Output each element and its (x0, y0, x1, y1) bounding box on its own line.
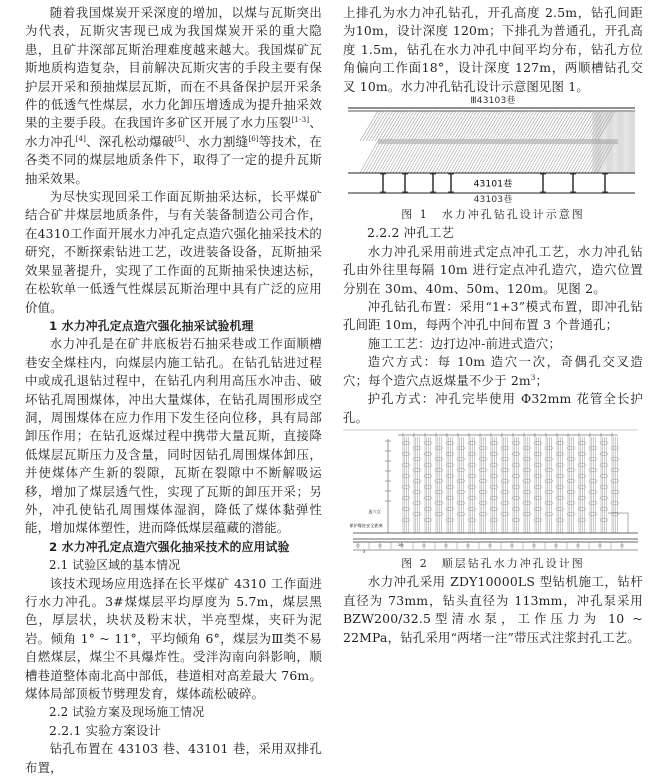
citation: [6] (248, 134, 259, 143)
paragraph-process: 水力冲孔采用前进式定点冲孔工艺，水力冲孔钻孔由外往里每隔 10m 进行定点冲孔造穴，造穴位置分别在 30m、40m、50m、120m。见图 2。 (343, 243, 643, 296)
citation: [4] (75, 134, 87, 143)
paragraph-equipment: 水力冲孔采用 ZDY10000LS 型钻机施工，钻杆直径为 73mm，钻头直径为 113mm，冲孔泵采用 BZW200/32.5型清水泵，工作压力为 10 ~ 22MPa，钻孔采用“两堵一注”带压式注浆封孔工艺。 (343, 574, 643, 645)
paragraph-protection: 护孔方式：冲孔完毕使用 Φ32mm 花管全长护孔。 (343, 391, 643, 425)
paragraph-arrangement: 冲孔钻孔布置：采用“1+3”模式布置，即冲孔钻孔间距 10m，每两个冲孔中间布置 3 个普通孔； (343, 299, 643, 333)
fig2-small-label: 3 (363, 549, 366, 554)
paragraph-background: 为尽快实现回采工作面瓦斯抽采达标，长平煤矿结合矿井煤层地质条件，与有关装备制造公司合作，在4310工作面开展水力冲孔定点造穴强化抽采技术的研究，不断探索钻进工艺，改进装备设备，瓦斯抽采效果显著提升，实现了工作面的瓦斯抽采快速达标，在松软单一低透气性煤层瓦斯治理中具有广泛的应用价值。 (25, 189, 322, 315)
citation: [1-3] (291, 116, 310, 125)
paragraph-layout-cont: 上排孔为水力冲孔钻孔，开孔高度 2.5m，钻孔间距为10m，设计深度 120m；下排孔为普通孔，开孔高度 1.5m，钻孔在水力冲孔中间平均分布，钻孔方位角偏向工作面18°，设计深度 127m，两顺槽钻孔交叉 10m。水力冲孔钻孔设计示意图见图 1。 (343, 5, 643, 94)
intro-text: 随着我国煤炭开采深度的增加，以煤与瓦斯突出为代表，瓦斯灾害现已成为我国煤炭开采的重大隐患，且矿井深部瓦斯治理难度越来越大。我国煤矿瓦斯地质构造复杂，目前解决瓦斯灾害的手段主要有保护层开采和预抽煤层瓦斯，而在不具备保护层开采条件的低透气性煤层，水力化卸压增透成为提升抽采效果的主要手段。在我国许多矿区开展了水力压裂 (25, 5, 322, 131)
paragraph-layout: 钻孔布置在 43103 巷、43101 巷，采用双排孔布置， (25, 741, 322, 775)
intro-text: 等技术，在各类不同的煤层地质条件下，取得了一定的提升瓦斯抽采效果。 (25, 133, 323, 186)
fig2-spacing-label: 10 (398, 542, 403, 547)
subsection-heading-2-1: 2.1 试验区域的基本情况 (49, 558, 181, 573)
intro-text: 、深孔松动爆破 (86, 133, 175, 149)
subsection-heading-2-2-2: 2.2.2 冲孔工艺 (367, 225, 455, 241)
paragraph-test-area: 该技术现场应用选择在长平煤矿 4310 工作面进行水力冲孔。3#煤煤层平均厚度为 5.7m，煤层黑色，厚层状，块状及粉末状，半亮型煤，夹矸为泥岩。倾角 1° ~ 11°，平均倾角 6°，煤层为Ⅲ类不易自燃煤层，煤尘不具爆炸性。受泮沟南向斜影响，顺槽巷道整体南北高中部低，巷道相对高差最大 76m。煤体局部顶板节劈理发育，煤体疏松破碎。 (25, 575, 322, 702)
figure-2-caption: 图 2 顺层钻孔水力冲孔设计图 (401, 556, 585, 570)
subsection-heading-2-2-1: 2.2.1 实验方案设计 (49, 722, 162, 738)
paragraph-intro (25, 4, 322, 188)
fig2-label-pillar: 保护煤柱安全距离 (349, 522, 383, 528)
borehole-columns (385, 437, 628, 533)
intro-text: 、水力割缝 (185, 133, 249, 149)
figure-1 (343, 96, 643, 224)
fig2-label-cavity: 造穴点 (368, 508, 381, 514)
paragraph-construction: 施工工艺：边打边冲-前进式造穴； (367, 335, 562, 351)
fig1-label-bottom: 43103巷 (473, 195, 513, 206)
intro-text: 、水力冲孔 (25, 115, 323, 149)
spacing-ticks (398, 433, 618, 437)
cavity-text: 造穴方式：每 10m 造穴一次，奇偶孔交叉造穴；每个造穴点返煤量不少于 2m (343, 354, 643, 388)
paragraph-cavity-method (343, 353, 643, 390)
figure-1-caption: 图 1 水力冲孔钻孔设计示意图 (401, 208, 585, 222)
figure-2-diagram (343, 427, 643, 555)
citation: [5] (174, 134, 186, 143)
figure-1-diagram (343, 107, 643, 195)
superscript: 3 (530, 373, 536, 382)
cavity-text: ； (535, 372, 549, 388)
fig1-label-middle: 43101巷 (473, 179, 513, 190)
section-heading-2: 2 水力冲孔定点造穴强化抽采技术的应用试验 (49, 539, 290, 554)
paragraph-mechanism: 水力冲孔是在矿井底板岩石抽采巷或工作面顺槽巷安全煤柱内，向煤层内施工钻孔。在钻孔钻进过程中或成孔退钻过程中，在钻孔内利用高压水冲击、破坏钻孔周围煤体，冲出大量煤体，在钻孔周围形成空洞，周围煤体在应力作用下发生径向位移，具有局部卸压作用；在钻孔返煤过程中携带大量瓦斯，直接降低煤层瓦斯压力及含量，同时因钻孔周围煤体卸压，并使煤体产生新的裂隙，瓦斯在裂隙中不断解吸运移，增加了煤层透气性，实现了瓦斯的卸压开采；另外，冲孔使钻孔周围煤体湿润，降低了煤体黏弹性能，增加煤体塑性，进而降低煤层蕴藏的潜能。 (25, 336, 322, 536)
fig1-label-top: Ⅲ43103巷 (470, 96, 516, 107)
left-column (25, 4, 322, 777)
right-column (343, 4, 643, 647)
plan-view-row (353, 542, 638, 550)
section-heading-1: 1 水力冲孔定点造穴强化抽采试验机理 (49, 318, 254, 333)
subsection-heading-2-2: 2.2 试验方案及现场施工情况 (49, 705, 205, 720)
figure-2 (343, 427, 643, 573)
